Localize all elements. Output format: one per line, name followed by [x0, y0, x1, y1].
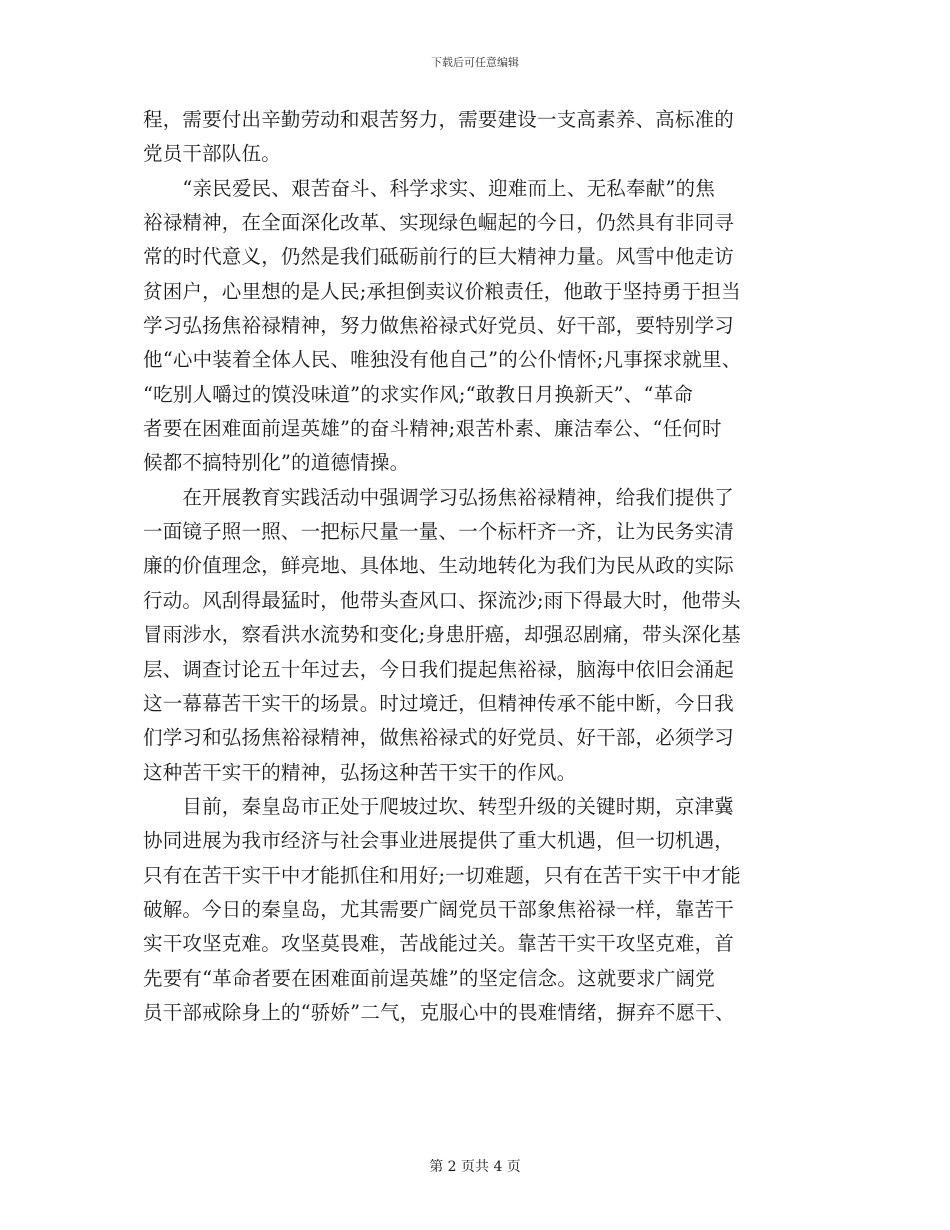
text-line: 这种苦干实干的精神，弘扬这种苦干实干的作风。	[143, 760, 577, 784]
text-line: 层、调查讨论五十年过去，今日我们提起焦裕禄，脑海中依旧会涌起	[143, 657, 735, 681]
text-line: 廉的价值理念，鲜亮地、具体地、生动地转化为我们为民从政的实际	[143, 554, 735, 578]
text-line: 们学习和弘扬焦裕禄精神，做焦裕禄式的好党员、好干部，必须学习	[143, 726, 735, 750]
text-line: 先要有“革命者要在困难面前逞英雄”的坚定信念。这就要求广阔党	[143, 966, 715, 990]
document-body	[143, 103, 807, 1030]
text-line: 裕禄精神，在全面深化改革、实现绿色崛起的今日，仍然具有非同寻	[143, 211, 735, 235]
text-line: “亲民爱民、艰苦奋斗、科学求实、迎难而上、无私奉献”的焦	[143, 176, 715, 200]
text-line: 常的时代意义，仍然是我们砥砺前行的巨大精神力量。风雪中他走访	[143, 245, 735, 269]
text-line: 贫困户，心里想的是人民;承担倒卖议价粮责任，他敢于坚持勇于担当	[143, 279, 741, 303]
page-header: 下载后可任意编辑	[431, 56, 519, 69]
text-line: 这一幕幕苦干实干的场景。时过境迁，但精神传承不能中断，今日我	[143, 691, 735, 715]
text-line: 党员干部队伍。	[143, 142, 281, 166]
page-footer: 第 2 页共 4 页	[429, 1159, 521, 1175]
text-line: 学习弘扬焦裕禄精神，努力做焦裕禄式好党员、好干部，要特别学习	[143, 314, 735, 338]
text-line: 协同进展为我市经济与社会事业进展提供了重大机遇，但一切机遇，	[143, 829, 735, 853]
text-line: 一面镜子照一照、一把标尺量一量、一个标杆齐一齐，让为民务实清	[143, 520, 735, 544]
text-line: 程，需要付出辛勤劳动和艰苦努力，需要建设一支高素养、高标准的	[143, 108, 735, 131]
text-line: “吃别人嚼过的馍没味道”的求实作风;“敢教日月换新天”、“革命	[143, 382, 694, 406]
text-line: 行动。风刮得最猛时，他带头查风口、探流沙;雨下得最大时，他带头	[143, 588, 741, 612]
text-line: 只有在苦干实干中才能抓住和用好;一切难题，只有在苦干实干中才能	[143, 863, 741, 887]
text-line: 员干部戒除身上的“骄娇”二气，克服心中的畏难情绪，摒弃不愿干、	[143, 1000, 735, 1024]
text-line: 目前，秦皇岛市正处于爬坡过坎、转型升级的关键时期，京津冀	[143, 794, 735, 818]
text-line: 冒雨涉水，察看洪水流势和变化;身患肝癌，却强忍剧痛，带头深化基	[143, 623, 741, 647]
text-line: 他“心中装着全体人民、唯独没有他自己”的公仆情怀;凡事探求就里、	[143, 348, 742, 372]
text-line: 实干攻坚克难。攻坚莫畏难，苦战能过关。靠苦干实干攻坚克难，首	[143, 932, 735, 956]
text-line: 候都不搞特别化”的道德情操。	[143, 451, 410, 475]
text-line: 破解。今日的秦皇岛，尤其需要广阔党员干部象焦裕禄一样，靠苦干	[143, 897, 735, 921]
text-line: 者要在困难面前逞英雄”的奋斗精神;艰苦朴素、廉洁奉公、“任何时	[143, 417, 722, 441]
text-line: 在开展教育实践活动中强调学习弘扬焦裕禄精神，给我们提供了	[143, 485, 735, 509]
